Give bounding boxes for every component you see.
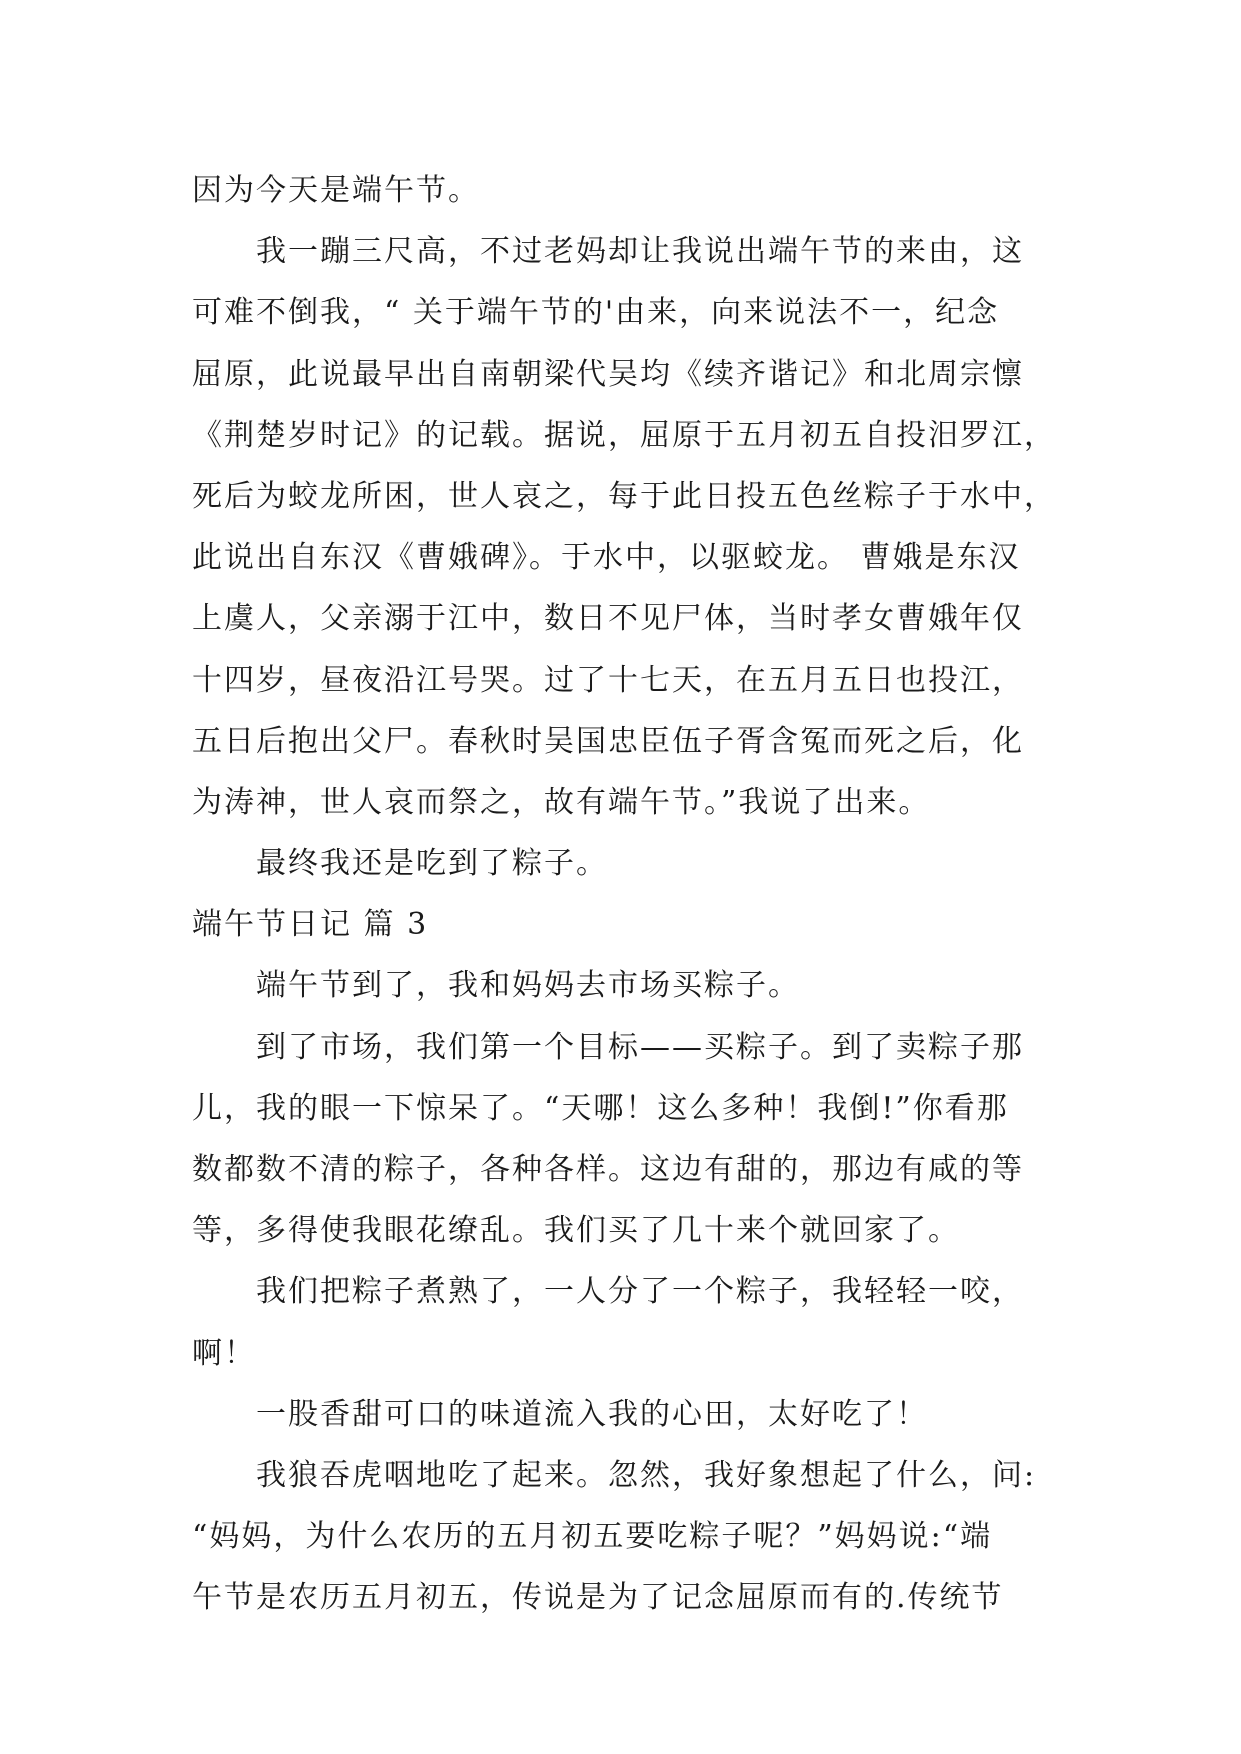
text-line: 到了市场，我们第一个目标——买粽子。到了卖粽子那 bbox=[256, 1029, 1024, 1065]
text-line: 端午节到了，我和妈妈去市场买粽子。 bbox=[256, 968, 800, 1004]
text-line: 屈原，此说最早出自南朝梁代吴均《续齐谐记》和北周宗懔 bbox=[192, 356, 1024, 392]
text-line: “妈妈，为什么农历的五月初五要吃粽子呢？”妈妈说:“端 bbox=[192, 1519, 993, 1555]
text-line: 一股香甜可口的味道流入我的心田，太好吃了！ bbox=[256, 1396, 928, 1432]
document-body bbox=[192, 160, 1072, 1629]
text-line: 五日后抱出父尸。春秋时吴国忠臣伍子胥含冤而死之后，化 bbox=[192, 723, 1024, 759]
text-line: 午节是农历五月初五，传说是为了记念屈原而有的.传统节 bbox=[192, 1580, 1004, 1616]
text-line: 等，多得使我眼花缭乱。我们买了几十来个就回家了。 bbox=[192, 1213, 960, 1249]
text-line: 儿，我的眼一下惊呆了。“天哪！这么多种！我倒!”你看那 bbox=[192, 1090, 1009, 1126]
text-line: 我们把粽子煮熟了，一人分了一个粽子，我轻轻一咬， bbox=[256, 1274, 1024, 1310]
text-line: 我狼吞虎咽地吃了起来。忽然，我好象想起了什么，问: bbox=[256, 1457, 1037, 1493]
text-line: 《荆楚岁时记》的记载。据说，屈原于五月初五自投汨罗江， bbox=[192, 417, 1056, 453]
text-line: 死后为蛟龙所困，世人哀之，每于此日投五色丝粽子于水中， bbox=[192, 478, 1056, 514]
text-line: 因为今天是端午节。 bbox=[192, 173, 480, 208]
text-line: 为涛神，世人哀而祭之，故有端午节。”我说了出来。 bbox=[192, 784, 931, 820]
text-line: 十四岁，昼夜沿江号哭。过了十七天，在五月五日也投江， bbox=[192, 662, 1024, 698]
text-line: 数都数不清的粽子，各种各样。这边有甜的，那边有咸的等 bbox=[192, 1152, 1024, 1187]
section-heading: 端午节日记 篇 3 bbox=[192, 907, 429, 943]
text-line: 可难不倒我，“ 关于端午节的'由来，向来说法不一，纪念 bbox=[192, 295, 1000, 331]
text-line: 上虞人，父亲溺于江中，数日不见尸体，当时孝女曹娥年仅 bbox=[192, 601, 1024, 637]
text-line: 啊！ bbox=[192, 1335, 256, 1371]
text-line: 最终我还是吃到了粽子。 bbox=[256, 846, 608, 882]
text-line: 我一蹦三尺高，不过老妈却让我说出端午节的来由，这 bbox=[256, 234, 1024, 270]
text-line: 此说出自东汉《曹娥碑》。于水中，以驱蛟龙。 曹娥是东汉 bbox=[192, 540, 1021, 576]
